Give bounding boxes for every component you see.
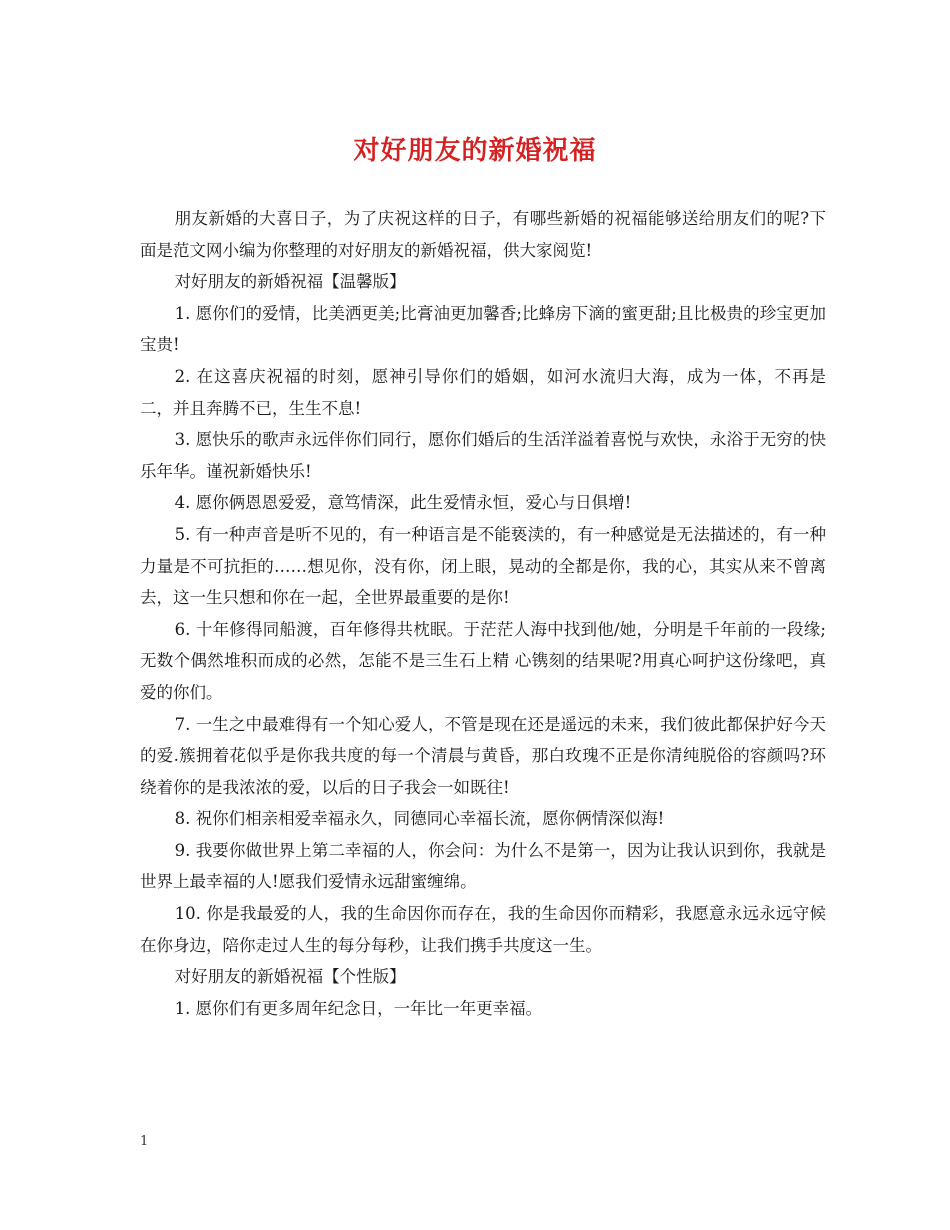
wish-paragraph: 3. 愿快乐的歌声永远伴你们同行，愿你们婚后的生活洋溢着喜悦与欢快，永浴于无穷的快乐年华。谨祝新婚快乐! (140, 430, 826, 481)
wish-paragraph: 1. 愿你们的爱情，比美洒更美;比膏油更加馨香;比蜂房下滴的蜜更甜;且比极贵的珍宝更加宝贵! (140, 303, 826, 355)
wish-paragraph: 9. 我要你做世界上第二幸福的人，你会问：为什么不是第一，因为让我认识到你，我就是世界上最幸福的人!愿我们爱情永远甜蜜缠绵。 (140, 840, 826, 892)
wish-paragraph: 8. 祝你们相亲相爱幸福永久，同德同心幸福长流，愿你俩情深似海! (174, 809, 665, 829)
wish-paragraph: 2. 在这喜庆祝福的时刻，愿神引导你们的婚姻，如河水流归大海，成为一体，不再是 二，并且奔腾不已，生生不息! (140, 366, 826, 418)
wish-paragraph: 1. 愿你们有更多周年纪念日，一年比一年更幸福。 (174, 998, 543, 1018)
section-heading-personal: 对好朋友的新婚祝福【个性版】 (174, 967, 406, 987)
wish-paragraph: 7. 一生之中最难得有一个知心爱人，不管是现在还是遥远的未来，我们彼此都保护好今天的爱.簇拥着花似乎是你我共度的每一个清晨与黄昏，那白玫瑰不正是你清纯脱俗的容颜吗?环绕着你的是我浓浓的爱，以后的日子我会一如既往! (140, 714, 826, 797)
wish-paragraph: 5. 有一种声音是听不见的，有一种语言是不能亵渎的，有一种感觉是无法描述的，有一种力量是不可抗拒的……想见你，没有你，闭上眼，晃动的全都是你，我的心，其实从来不曾离去，这一生只想和你在一起，全世界最重要的是你! (140, 524, 826, 608)
wish-paragraph: 6. 十年修得同船渡，百年修得共枕眠。于茫茫人海中找到他/她，分明是千年前的一段缘;无数个偶然堆积而成的必然，怎能不是三生石上精 心镌刻的结果呢?用真心呵护这份缘吧，真爱的你们。 (140, 619, 826, 702)
wish-paragraph: 4. 愿你俩恩恩爱爱，意笃情深，此生爱情永恒，爱心与日俱增! (174, 493, 632, 513)
page-number: 1 (140, 1134, 149, 1149)
wish-paragraph: 10. 你是我最爱的人，我的生命因你而存在，我的生命因你而精彩，我愿意永远永远守候在你身边，陪你走过人生的每分每秒，让我们携手共度这一生。 (140, 904, 826, 955)
section-heading-warm: 对好朋友的新婚祝福【温馨版】 (174, 272, 406, 292)
intro-paragraph: 朋友新婚的大喜日子，为了庆祝这样的日子，有哪些新婚的祝福能够送给朋友们的呢?下面是范文网小编为你整理的对好朋友的新婚祝福，供大家阅览! (140, 209, 826, 260)
document-body (140, 203, 826, 1024)
document-title: 对好朋友的新婚祝福 (353, 136, 597, 166)
